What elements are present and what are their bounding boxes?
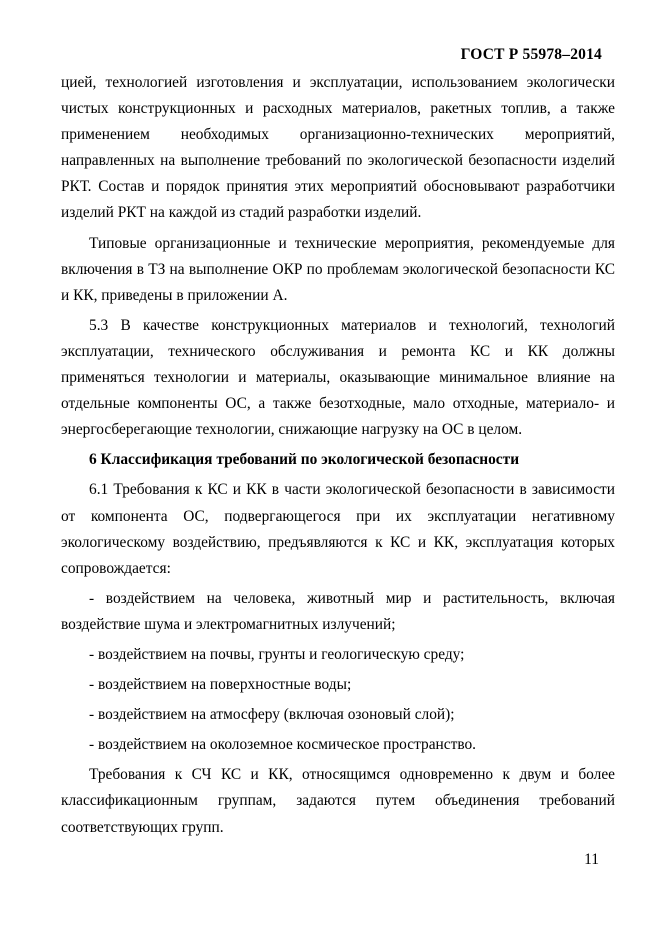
list-item: - воздействием на почвы, грунты и геологическую среду; — [89, 645, 465, 663]
list-item: - воздействием на человека, животный мир и растительность, включая воздействие шума и электромагнитных излучений; — [61, 589, 615, 633]
page-number: 11 — [584, 851, 599, 868]
section-6-heading: 6 Классификация требований по экологической безопасности — [89, 451, 520, 469]
paragraph-continued: цией, технологией изготовления и эксплуатации, использованием экологически чистых конструкционных и расходных материалов, ракетных топлив, а также применением необходимых организационно-технических мероприятий, направленных на выполнение требований по экологической безопасности изделий РКТ. Состав и порядок принятия этих мероприятий обосновывают разработчики изделий РКТ на каждой из стадий разработки изделий. — [61, 74, 615, 222]
list-item: - воздействием на поверхностные воды; — [89, 676, 352, 694]
paragraph-6-1: 6.1 Требования к КС и КК в части экологической безопасности в зависимости от компонента ОС, подвергающегося при их эксплуатации негативному экологическому воздействию, предъявляются к КС и КК, эксплуатация которых сопровождается: — [61, 481, 615, 577]
standard-designation: ГОСТ Р 55978–2014 — [460, 46, 602, 63]
list-item: - воздействием на околоземное космическое пространство. — [89, 736, 477, 754]
paragraph-5-3: 5.3 В качестве конструкционных материалов и технологий, технологий эксплуатации, технического обслуживания и ремонта КС и КК должны применяться технологии и материалы, оказывающие минимальное влияние на отдельные компоненты ОС, а также безотходные, мало отходные, материало- и энергосберегающие технологии, снижающие нагрузку на ОС в целом. — [61, 316, 615, 439]
paragraph-typical-measures: Типовые организационные и технические мероприятия, рекомендуемые для включения в ТЗ на выполнение ОКР по проблемам экологической безопасности КС и КК, приведены в приложении А. — [61, 234, 615, 304]
list-item: - воздействием на атмосферу (включая озоновый слой); — [89, 706, 455, 724]
page-body — [61, 70, 615, 841]
paragraph-closing: Требования к СЧ КС и КК, относящимся одновременно к двум и более классификационным группам, задаются путем объединения требований соответствующих групп. — [61, 766, 615, 836]
